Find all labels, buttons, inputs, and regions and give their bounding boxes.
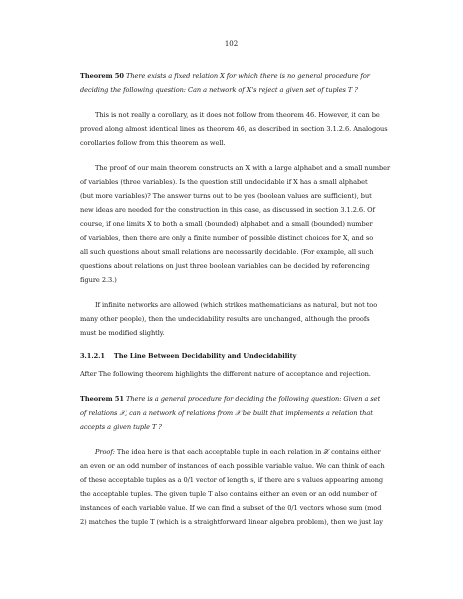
theorem-50-text-1: There exists a fixed relation X for which there is no general procedure for [125,72,370,80]
page-number: 102 [224,40,239,48]
theorem-51-text-3: accepts a given tuple T ? [80,423,162,431]
proof-line-1 [95,448,381,457]
section-title: The Line Between Decidability and Undecidability [113,352,297,360]
para2-line-6: of variables, then there are only a finite number of possible distinct choices for X, and so [80,234,374,242]
theorem-50-label: Theorem 50 [80,72,124,80]
theorem-51-text-2: of relations 𝒳, can a network of relations from 𝒳 be built that implements a relation that [80,409,373,417]
section-heading [80,352,296,360]
para2-line-5: course, if one limits X to both a small (bounded) alphabet and a small (bounded) number [80,220,373,228]
para1-line-1: This is not really a corollary, as it does not follow from theorem 46. However, it can be [95,111,380,119]
theorem-51-label: Theorem 51 [80,395,124,403]
proof-line-5: instances of each variable value. If we can find a subset of the 0/1 vectors whose sum (mod [80,504,382,512]
theorem-50-text-2: deciding the following question: Can a network of X's reject a given set of tuples T ? [80,86,358,94]
proof-line-6: 2) matches the tuple T (which is a straightforward linear algebra problem), then we just lay [80,518,383,526]
para2-line-3: (but more variables)? The answer turns out to be yes (boolean values are sufficient), but [80,192,372,200]
section-number: 3.1.2.1 [80,352,105,360]
para2-line-1: The proof of our main theorem constructs an X with a large alphabet and a small number [95,164,391,172]
proof-line-2: an even or an odd number of instances of each possible variable value. We can think of each [80,462,385,470]
para2-line-8: questions about relations on just three boolean variables can be decided by referencing [80,262,370,270]
para3-line-1: If infinite networks are allowed (which strikes mathematicians as natural, but not too [95,301,378,309]
para2-line-4: new ideas are needed for the construction in this case, as discussed in section 3.1.2.6. Of [80,206,375,214]
para2-line-2: of variables (three variables). Is the question still undecidable if X has a small alphabet [80,178,368,186]
para3-line-2: many other people), then the undecidability results are unchanged, although the proofs [80,315,370,323]
theorem-51-line-1 [80,395,380,403]
para3-line-3: must be modified slightly. [80,329,165,337]
proof-label: Proof: [95,448,115,456]
para2-line-7: all such questions about small relations are necessarily decidable. (For example, all such [80,248,374,256]
para2-line-9: figure 2.3.) [80,276,117,284]
proof-line-3: of these acceptable tuples as a 0/1 vector of length s, if there are s values appearing among [80,476,384,484]
theorem-51-text-1: There is a general procedure for deciding the following question: Given a set [125,395,381,403]
theorem-50-line-1 [80,72,370,80]
para1-line-2: proved along almost identical lines as theorem 46, as described in section 3.1.2.6. Analogous [80,125,388,133]
proof-line-4: the acceptable tuples. The given tuple T also contains either an even or an odd number of [80,490,377,498]
para4: After The following theorem highlights the different nature of acceptance and rejection. [80,370,371,378]
proof-text-1: The idea here is that each acceptable tuple in each relation in 𝒳 contains either [114,448,381,456]
para1-line-3: corollaries follow from this theorem as well. [80,139,226,147]
